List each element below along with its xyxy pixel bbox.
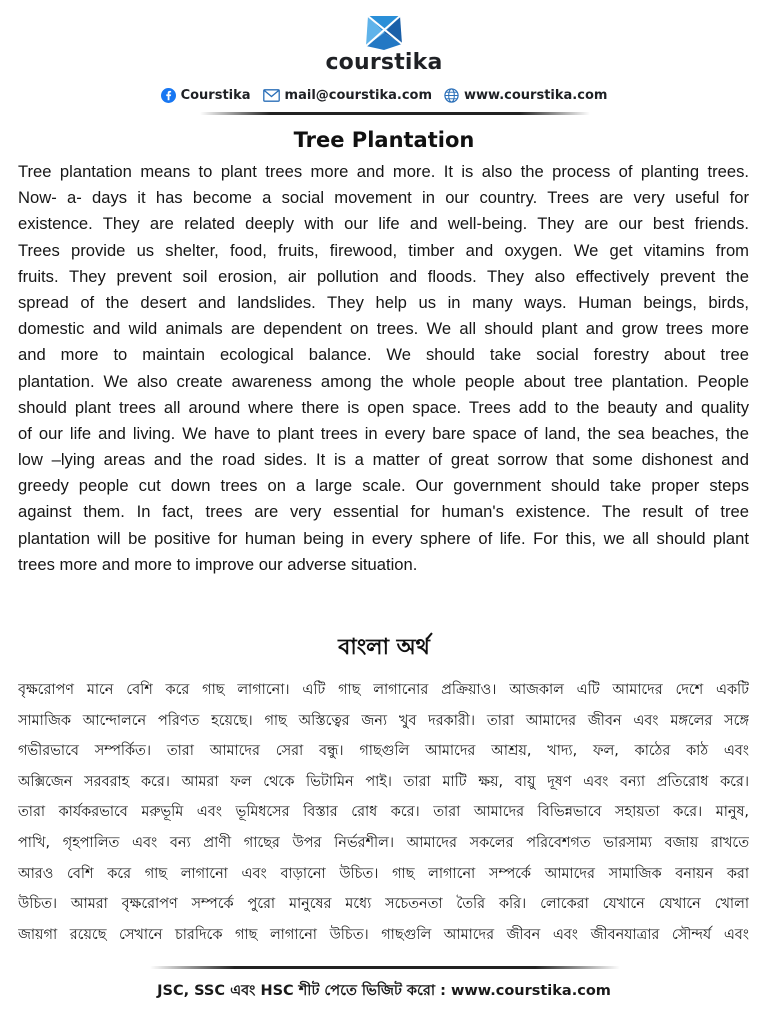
paragraph-line: existence. They are related deeply with our life and well-being. They are our best friends. bbox=[18, 214, 749, 234]
bangla-line: বৃক্ষরোপণ মানে বেশি করে গাছ লাগানো। এটি গাছ লাগানোর প্রক্রিয়াও। আজকাল এটি আমাদের দেশে একটি bbox=[18, 682, 749, 698]
paragraph-line: Now- a- days it has become a social movement in our country. Trees are very useful for bbox=[18, 188, 749, 208]
header-divider bbox=[200, 112, 590, 115]
bangla-line: তারা কার্যকরভাবে মরুভূমি এবং ভূমিধসের বিস্তার রোধ করে। তারা আমাদের বিভিন্নভাবে সহায়তা করে। মানুষ, bbox=[18, 804, 749, 821]
facebook-link[interactable] bbox=[161, 88, 251, 103]
website-url: www.courstika.com bbox=[464, 88, 608, 103]
document-title: Tree Plantation bbox=[293, 128, 475, 152]
bangla-line: উচিত। আমরা বৃক্ষরোপণ সম্পর্কে পুরো মানুষের মধ্যে সচেতনতা তৈরি করি। লোকেরা যেখানে যেখানে খোলা bbox=[18, 896, 749, 913]
email-link[interactable] bbox=[263, 88, 432, 103]
bangla-paragraph bbox=[18, 675, 749, 950]
paragraph-line: and more to maintain ecological balance. We should take social forestry about tree bbox=[18, 345, 749, 365]
paragraph-line: against them. In fact, trees are very essential for human's existence. The result of tree bbox=[18, 502, 749, 522]
bangla-line: অক্সিজেন সরবরাহ করে। আমরা ফল থেকে ভিটামিন পাই। তারা মাটি ক্ষয়, বায়ু দূষণ এবং বন্যা প্রতিরোধ করে। bbox=[18, 773, 749, 790]
facebook-label: Courstika bbox=[180, 88, 251, 103]
paragraph-line: plantation will be positive for human being in every sphere of life. For this, we all should plant bbox=[18, 528, 749, 548]
footer-promo: JSC, SSC এবং HSC শীট পেতে ভিজিট করো : www.courstika.com bbox=[157, 983, 611, 999]
bangla-line: জায়গা রয়েছে সেখানে চারদিকে গাছ লাগানো উচিত। গাছগুলি আমাদের জীবন এবং জীবনযাত্রার সৌন্দর্য এবং bbox=[18, 926, 749, 943]
bangla-line: আরও বেশি করে গাছ লাগানো এবং বাড়ানো উচিত। গাছ লাগানো সম্পর্কে আমাদের সামাজিক বনায়ন করা bbox=[18, 865, 749, 882]
bangla-line: সামাজিক আন্দোলনে পরিণত হয়েছে। গাছ অস্তিত্বের জন্য খুব দরকারী। তারা আমাদের জীবন এবং মঙ্গলের সঙ্গে bbox=[18, 712, 749, 729]
brand-name: courstika bbox=[325, 50, 443, 75]
page-header bbox=[0, 0, 768, 120]
globe-icon bbox=[444, 88, 459, 103]
paragraph-line: greedy people cut down trees on a large scale. Our government should take proper steps bbox=[18, 476, 749, 496]
paragraph-line: Trees provide us shelter, food, fruits, firewood, timber and oxygen. We get vitamins from bbox=[18, 240, 749, 260]
paragraph-line: fruits. They prevent soil erosion, air pollution and floods. They also effectively prevent the bbox=[18, 266, 749, 286]
paragraph-line: should plant trees all around where there is open space. Trees add to the beauty and quality bbox=[18, 397, 749, 417]
paragraph-line: trees more and more to improve our adverse situation. bbox=[18, 554, 418, 574]
facebook-icon bbox=[161, 88, 176, 103]
bangla-meaning-title: বাংলা অর্থ bbox=[338, 635, 430, 660]
paragraph-line: plantation. We also create awareness among the whole people about tree plantation. People bbox=[18, 371, 749, 391]
mail-icon bbox=[263, 89, 280, 102]
email-address: mail@courstika.com bbox=[284, 88, 433, 103]
english-paragraph bbox=[18, 159, 749, 578]
paragraph-line: domestic and wild animals are dependent on trees. We all should plant and grow trees more bbox=[18, 319, 749, 339]
paragraph-line: Tree plantation means to plant trees more and more. It is also the process of planting trees. bbox=[18, 162, 749, 181]
paragraph-line: of our life and living. We have to plant trees in every bare space of land, the sea beaches, the bbox=[18, 423, 749, 443]
website-link[interactable] bbox=[444, 88, 607, 103]
bangla-line: গভীরভাবে সম্পর্কিত। তারা আমাদের সেরা বন্ধু। গাছগুলি আমাদের আশ্রয়, খাদ্য, ফল, কাঠের কাঠ এবং bbox=[18, 743, 749, 760]
bangla-line: পাখি, গৃহপালিত এবং বন্য প্রাণী গাছের উপর নির্ভরশীল। আমাদের সকলের পরিবেশগত ভারসাম্য বজায় রাখতে bbox=[18, 834, 749, 851]
courstika-logo-icon bbox=[364, 14, 404, 52]
paragraph-line: low –lying areas and the road sides. It is a matter of great sorrow that some dishonest and bbox=[18, 450, 749, 470]
paragraph-line: spread of the desert and landslides. They help us in many ways. Human beings, birds, bbox=[18, 292, 749, 312]
contact-row bbox=[0, 88, 768, 103]
footer-divider bbox=[150, 966, 620, 969]
